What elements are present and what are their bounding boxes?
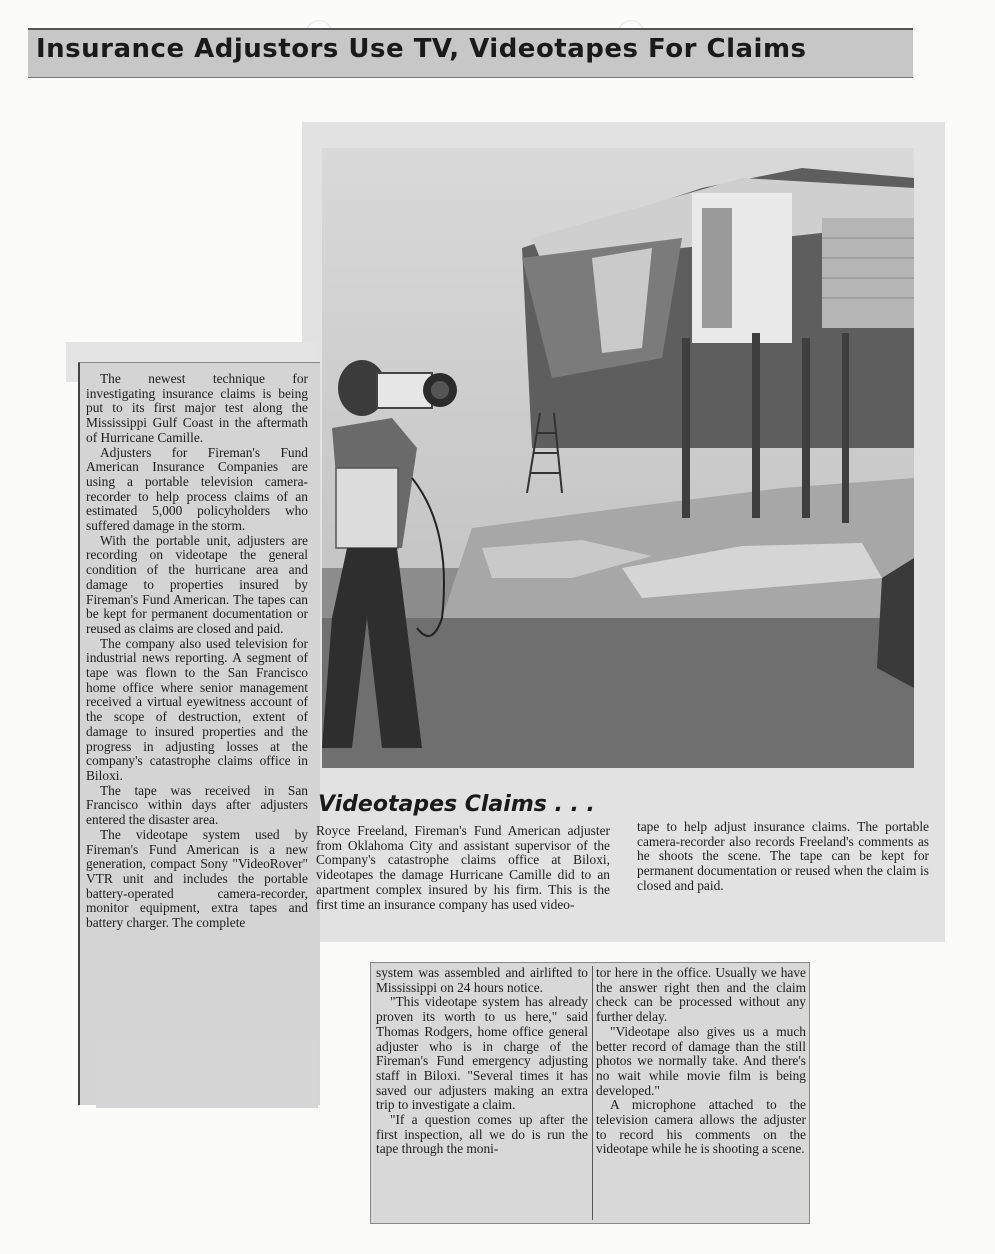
article-paragraph: system was assembled and airlifted to Mississippi on 24 hours notice. bbox=[376, 965, 588, 995]
article-paragraph: "Videotape also gives us a much better record of damage than the still photos we normally take. And there's no wait while movie film is being developed." bbox=[596, 1023, 806, 1098]
clipping-shadow bbox=[96, 1040, 318, 1108]
article-paragraph: The newest technique for investigating insurance claims is being put to its first major test along the Mississippi Gulf Coast in the aftermath of Hurricane Camille. bbox=[86, 371, 308, 445]
article-paragraph: A microphone attached to the television camera allows the adjuster to record his comments on the videotape while he is shooting a scene. bbox=[596, 1097, 806, 1157]
caption-left-column bbox=[316, 824, 610, 912]
article-paragraph: The tape was received in San Francisco within days after adjusters entered the disaster area. bbox=[86, 782, 308, 828]
headline: Insurance Adjustors Use TV, Videotapes For Claims bbox=[36, 34, 807, 64]
article-paragraph: Adjusters for Fireman's Fund American Insurance Companies are using a portable television camera-recorder to help process claims of an estimated 5,000 policyholders who suffered damage in the storm. bbox=[86, 444, 308, 534]
article-paragraph: "This videotape system has already proven its worth to us here," said Thomas Rodgers, home office general adjuster who is in charge of the Fireman's Fund emergency adjusting staff in Biloxi. "Several times it has saved our adjusters making an extra trip to investigate a claim. bbox=[376, 994, 588, 1113]
caption-title: Videotapes Claims . . . bbox=[318, 792, 595, 817]
bottom-left-column bbox=[376, 966, 588, 1157]
caption-text: Royce Freeland, Fireman's Fund American adjuster from Oklahoma City and assistant supervisor of the Company's catastrophe claims office at Biloxi, videotapes the damage Hurricane Camille did to an apartment complex insured by his firm. This is the first time an insurance company has used video- bbox=[316, 823, 610, 912]
bottom-right-column bbox=[596, 966, 806, 1157]
caption-right-column bbox=[637, 820, 929, 894]
article-paragraph: The company also used television for industrial news reporting. A segment of tape was flown to the San Francisco home office where senior management received a virtual eyewitness account of the scope of destruction, extent of damage to insured properties and the progress in adjusting losses at the company's catastrophe claims office in Biloxi. bbox=[86, 635, 308, 783]
news-photo bbox=[322, 148, 914, 768]
left-article-column bbox=[86, 372, 308, 931]
caption-text: tape to help adjust insurance claims. The portable camera-recorder also records Freeland's comments as he shoots the scene. The tape can be kept for permanent documentation or reused when the claim is closed and paid. bbox=[637, 819, 929, 893]
article-paragraph: With the portable unit, adjusters are recording on videotape the general condition of the hurricane area and damage to properties insured by Fireman's Fund American. The tapes can be kept for permanent documentation or reused as claims are closed and paid. bbox=[86, 532, 308, 636]
photo-illustration bbox=[322, 148, 914, 768]
article-paragraph: The videotape system used by Fireman's Fund American is a new generation, compact Sony "VideoRover" VTR unit and includes the portable battery-operated camera-recorder, monitor equipment, extra tapes and battery charger. The complete bbox=[86, 826, 308, 931]
article-paragraph: "If a question comes up after the first inspection, all we do is run the tape through the moni- bbox=[376, 1112, 588, 1157]
column-divider bbox=[592, 966, 593, 1220]
article-paragraph: tor here in the office. Usually we have the answer right then and the claim check can be processed without any further delay. bbox=[596, 965, 806, 1025]
